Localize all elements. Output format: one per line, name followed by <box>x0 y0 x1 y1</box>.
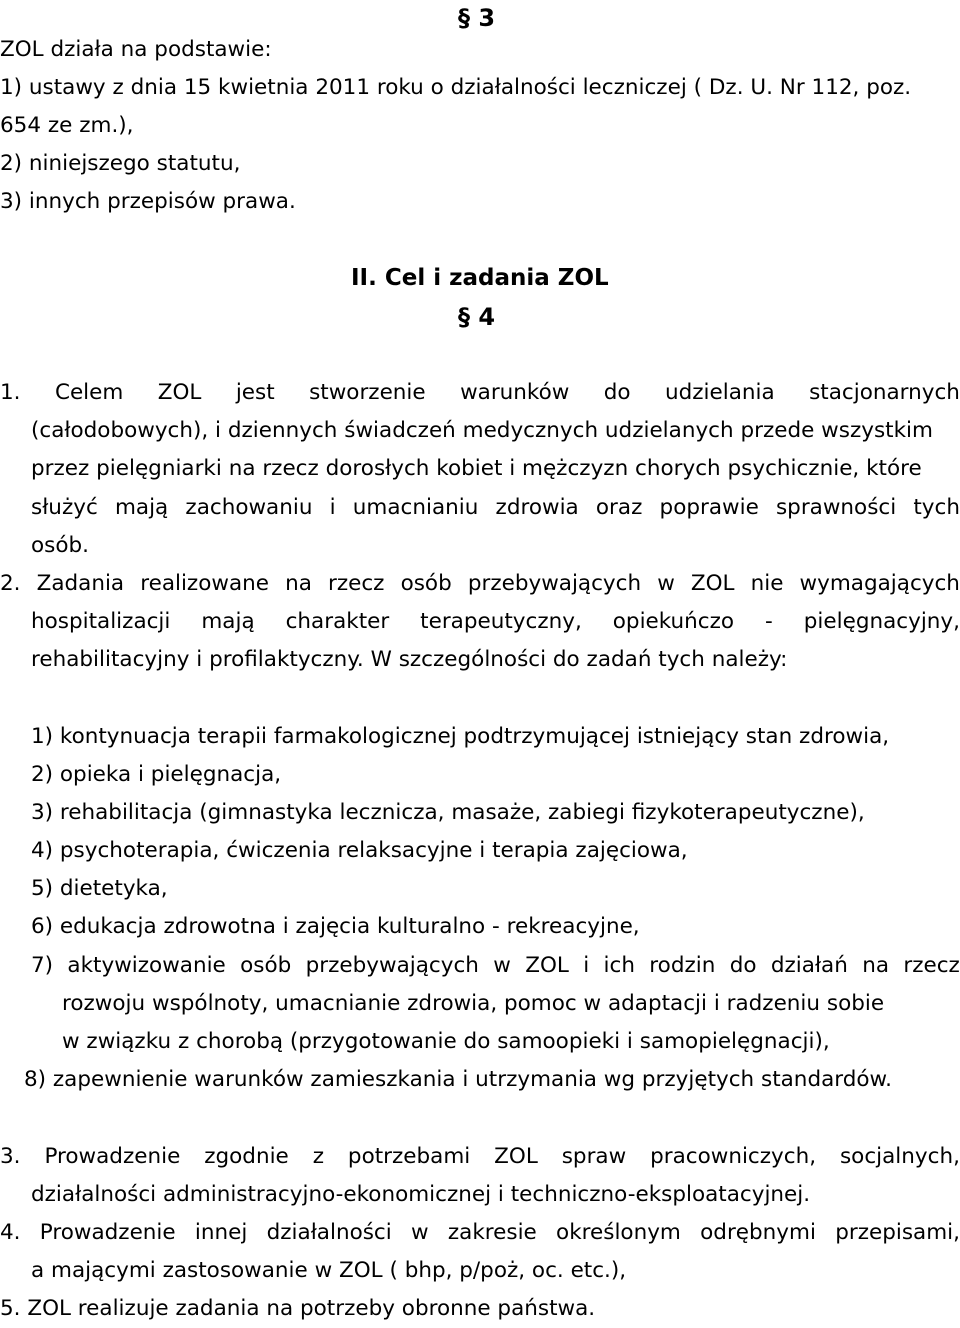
section-4-heading: § 4 <box>458 303 496 331</box>
word: osób <box>400 571 452 596</box>
point-2-line-2 <box>31 603 960 641</box>
word: ZOL <box>690 571 735 596</box>
word: realizowane <box>140 571 269 596</box>
word: działań <box>770 953 848 978</box>
word: do <box>603 380 631 405</box>
task-1: 1) kontynuacja terapii farmakologicznej podtrzymującej istniejący stan zdrowia, <box>31 724 890 749</box>
task-5: 5) dietetyka, <box>31 876 168 901</box>
word: oraz <box>595 495 643 520</box>
word: zakresie <box>447 1220 537 1245</box>
word: jest <box>235 380 275 405</box>
word: i <box>583 953 590 978</box>
section-3-item-1: 1) ustawy z dnia 15 kwietnia 2011 roku o działalności leczniczej ( Dz. U. Nr 112, poz. <box>0 75 912 100</box>
word: zachowaniu <box>185 495 313 520</box>
word: sprawności <box>775 495 897 520</box>
task-7-line-3: w związku z chorobą (przygotowanie do samoopieki i samopielęgnacji), <box>62 1029 830 1054</box>
word: odrębnymi <box>700 1220 816 1245</box>
word: socjalnych, <box>839 1144 960 1169</box>
section-3-item-2: 2) niniejszego statutu, <box>0 151 241 176</box>
point-4-line-1 <box>0 1214 960 1252</box>
word: warunków <box>460 380 570 405</box>
task-7-line-2: rozwoju wspólnoty, umacnianie zdrowia, pomoc w adaptacji i radzeniu sobie <box>62 991 885 1016</box>
word: rzecz <box>903 953 960 978</box>
word: Zadania <box>36 571 125 596</box>
word: tych <box>913 495 960 520</box>
word: na <box>285 571 312 596</box>
word: rodzin <box>649 953 716 978</box>
section-3-heading: § 3 <box>458 4 496 32</box>
word: określonym <box>556 1220 681 1245</box>
word: pracowniczych, <box>650 1144 817 1169</box>
word: w <box>493 953 511 978</box>
word: przebywających <box>305 953 479 978</box>
point-1-line-1 <box>0 374 960 412</box>
word: aktywizowanie <box>67 953 226 978</box>
point-1-line-5: osób. <box>31 533 89 558</box>
word: w <box>657 571 675 596</box>
task-8: 8) zapewnienie warunków zamieszkania i utrzymania wg przyjętych standardów. <box>24 1067 892 1092</box>
section-3-intro: ZOL działa na podstawie: <box>0 37 272 62</box>
word: charakter <box>285 609 390 634</box>
task-6: 6) edukacja zdrowotna i zajęcia kulturalno - rekreacyjne, <box>31 914 640 939</box>
section-3-item-1-cont: 654 ze zm.), <box>0 113 134 138</box>
word: mają <box>114 495 169 520</box>
word: Prowadzenie <box>44 1144 181 1169</box>
word: na <box>862 953 890 978</box>
point-4-line-2: a mającymi zastosowanie w ZOL ( bhp, p/poż, oc. etc.), <box>31 1258 627 1283</box>
word: do <box>729 953 757 978</box>
word: z <box>312 1144 324 1169</box>
word: opiekuńczo <box>612 609 735 634</box>
point-2-line-3: rehabilitacyjny i profilaktyczny. W szczególności do zadań tych należy: <box>31 647 788 672</box>
point-1-line-4 <box>31 489 960 527</box>
chapter-title: II. Cel i zadania ZOL <box>351 265 609 291</box>
section-3-item-3: 3) innych przepisów prawa. <box>0 189 296 214</box>
word: 7) <box>31 953 54 978</box>
word: mają <box>201 609 255 634</box>
word: - <box>765 609 773 634</box>
word: wymagających <box>799 571 960 596</box>
word: przebywających <box>467 571 642 596</box>
word: ZOL <box>525 953 569 978</box>
word: ZOL <box>157 380 202 405</box>
word: ich <box>603 953 635 978</box>
word: potrzebami <box>347 1144 471 1169</box>
word: nie <box>750 571 784 596</box>
word: Celem <box>54 380 124 405</box>
word: udzielania <box>665 380 775 405</box>
word: umacnianiu <box>352 495 479 520</box>
point-5: 5. ZOL realizuje zadania na potrzeby obronne państwa. <box>0 1296 596 1321</box>
word: przepisami, <box>835 1220 960 1245</box>
task-4: 4) psychoterapia, ćwiczenia relaksacyjne i terapia zajęciowa, <box>31 838 688 863</box>
word: terapeutyczny, <box>420 609 582 634</box>
task-2: 2) opieka i pielęgnacja, <box>31 762 282 787</box>
word: Prowadzenie <box>39 1220 176 1245</box>
point-1-line-3: przez pielęgniarki na rzecz dorosłych kobiet i mężczyzn chorych psychicznie, które <box>31 456 922 481</box>
word: 4. <box>0 1220 21 1245</box>
word: zdrowia <box>495 495 579 520</box>
point-3-line-2: działalności administracyjno-ekonomicznej i techniczno-eksploatacyjnej. <box>31 1182 811 1207</box>
point-3-line-1 <box>0 1138 960 1176</box>
word: zgodnie <box>204 1144 289 1169</box>
task-7-line-1 <box>31 947 960 985</box>
word: w <box>411 1220 429 1245</box>
word: poprawie <box>659 495 759 520</box>
word: służyć <box>31 495 98 520</box>
word: 3. <box>0 1144 21 1169</box>
word: 2. <box>0 571 21 596</box>
word: spraw <box>561 1144 627 1169</box>
word: ZOL <box>494 1144 538 1169</box>
point-2-line-1 <box>0 565 960 603</box>
word: rzecz <box>328 571 385 596</box>
task-3: 3) rehabilitacja (gimnastyka lecznicza, masaże, zabiegi fizykoterapeutyczne), <box>31 800 865 825</box>
word: stworzenie <box>309 380 426 405</box>
point-1-line-2: (całodobowych), i dziennych świadczeń medycznych udzielanych przede wszystkim <box>31 418 933 443</box>
word: 1. <box>0 380 21 405</box>
word: osób <box>240 953 292 978</box>
word: hospitalizacji <box>31 609 171 634</box>
word: pielęgnacyjny, <box>803 609 960 634</box>
word: i <box>329 495 336 520</box>
word: innej <box>194 1220 248 1245</box>
word: działalności <box>266 1220 392 1245</box>
word: stacjonarnych <box>809 380 960 405</box>
